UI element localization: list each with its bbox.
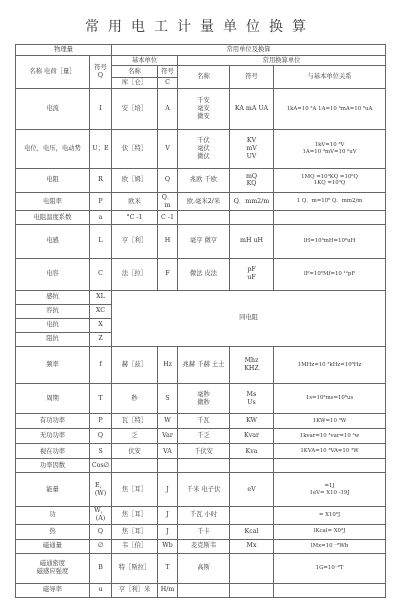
- basic-unit-symbol: H/m: [158, 583, 178, 597]
- header-row: [16, 45, 386, 56]
- table-row: [16, 193, 386, 211]
- basic-unit-symbol: J: [158, 524, 178, 539]
- conversion-unit-name: 毫亨 微亨: [178, 225, 230, 258]
- conversion-unit-symbol: [230, 459, 274, 473]
- basic-unit-name: 安［培］: [112, 89, 158, 130]
- quantity-symbol: ∅: [90, 539, 112, 553]
- quantity-symbol: L: [90, 225, 112, 258]
- conversion-unit-symbol: Kcal: [230, 524, 274, 539]
- quantity-symbol: P: [90, 193, 112, 211]
- conversion-unit-symbol: Ms Us: [230, 384, 274, 414]
- quantity-symbol: Q: [90, 429, 112, 444]
- header-symbol: 符号: [230, 66, 274, 89]
- conversion-unit-symbol: Mx: [230, 539, 274, 553]
- unit-relation: lH=10³mH=10⁶uH: [274, 225, 386, 258]
- basic-unit-symbol: V: [158, 129, 178, 168]
- basic-unit-name: 秒: [112, 384, 158, 414]
- table-row: [16, 459, 386, 473]
- table-row: [16, 414, 386, 429]
- quantity-name: 电流: [16, 89, 90, 130]
- conversion-unit-symbol: Mhz KHZ: [230, 346, 274, 384]
- quantity-name: 磁通密度 磁感应强度: [16, 553, 90, 583]
- quantity-name: 无功功率: [16, 429, 90, 444]
- table-row: [16, 129, 386, 168]
- unit-relation: lKcal= X0³J: [274, 524, 386, 539]
- basic-unit-name: 焦［耳］: [112, 506, 158, 524]
- conversion-unit-symbol: [230, 211, 274, 225]
- basic-unit-name: 赫［兹］: [112, 346, 158, 384]
- basic-unit-symbol: Var: [158, 429, 178, 444]
- quantity-symbol: XL: [90, 290, 112, 304]
- conversion-unit-name: [178, 583, 230, 597]
- basic-unit-name: 乏: [112, 429, 158, 444]
- conversion-unit-name: 高斯: [178, 553, 230, 583]
- table-row: [16, 346, 386, 384]
- conversion-unit-name: 千瓦: [178, 414, 230, 429]
- header-symbol-q: 符号 Q: [90, 55, 112, 88]
- unit-relation: 1KVA=10 ³VA=10 ³W: [274, 444, 386, 459]
- header-row: [16, 55, 386, 66]
- header-common-units: 常用单位及换算: [112, 45, 386, 56]
- conversion-unit-name: 千米 电子伏: [178, 473, 230, 506]
- unit-relation: 1G=10⁻⁴T: [274, 553, 386, 583]
- basic-unit-symbol: H: [158, 225, 178, 258]
- table-row: [16, 211, 386, 225]
- conversion-unit-name: 千伏 毫伏 微伏: [178, 129, 230, 168]
- conversion-unit-symbol: Q．mm2/m: [230, 193, 274, 211]
- conversion-unit-name: 欧.毫米2/米: [178, 193, 230, 211]
- conversion-unit-name: [178, 211, 230, 225]
- unit-relation: 1MHz=10 ³kHz=10⁶Hz: [274, 346, 386, 384]
- conversion-unit-symbol: mH uH: [230, 225, 274, 258]
- conversion-unit-symbol: [230, 583, 274, 597]
- quantity-symbol: U；E: [90, 129, 112, 168]
- quantity-name: 阻抗: [16, 332, 90, 346]
- conversion-unit-name: 微法 皮法: [178, 258, 230, 290]
- quantity-symbol: C: [90, 258, 112, 290]
- quantity-name: 能量: [16, 473, 90, 506]
- basic-unit-symbol: Q: [158, 168, 178, 193]
- quantity-name: 电感: [16, 225, 90, 258]
- quantity-symbol: XC: [90, 304, 112, 318]
- table-row: [16, 258, 386, 290]
- basic-unit-symbol: VA: [158, 444, 178, 459]
- quantity-name: 电阻率: [16, 193, 90, 211]
- basic-unit-name: 伏［特］: [112, 129, 158, 168]
- basic-unit-symbol: F: [158, 258, 178, 290]
- quantity-name: 电容: [16, 258, 90, 290]
- table-row: [16, 553, 386, 583]
- unit-relation: 1MQ =10³KQ =10⁶Q 1KQ =10³Q: [274, 168, 386, 193]
- conversion-unit-symbol: Kva: [230, 444, 274, 459]
- basic-unit-name: 伏安: [112, 444, 158, 459]
- header-symbol: 符号: [158, 66, 178, 78]
- quantity-symbol: B: [90, 553, 112, 583]
- basic-unit-name: 欧［姆］: [112, 168, 158, 193]
- quantity-symbol: S: [90, 444, 112, 459]
- quantity-name: 磁导率: [16, 583, 90, 597]
- quantity-symbol: Q: [90, 524, 112, 539]
- unit-relation: [274, 583, 386, 597]
- unit-relation: 1kA=10 ³A 1A=10 ³mA=10 ⁶uA: [274, 89, 386, 130]
- conversion-unit-name: 千安 毫安 微安: [178, 89, 230, 130]
- quantity-name: 视在功率: [16, 444, 90, 459]
- basic-unit-name: 亨［利］米: [112, 583, 158, 597]
- quantity-symbol: Z: [90, 332, 112, 346]
- table-row: [16, 225, 386, 258]
- header-name: 名称: [178, 66, 230, 89]
- table-row: [16, 473, 386, 506]
- conversion-unit-name: 千瓦 小时: [178, 506, 230, 524]
- coulomb-name: 库［仑］: [112, 78, 158, 89]
- header-common-conversion: 常用换算单位: [178, 55, 386, 66]
- table-row: [16, 539, 386, 553]
- basic-unit-name: 韦［伯］: [112, 539, 158, 553]
- basic-unit-symbol: J: [158, 506, 178, 524]
- quantity-name: 功率因数: [16, 459, 90, 473]
- basic-unit-symbol: W: [158, 414, 178, 429]
- unit-relation: [274, 211, 386, 225]
- basic-unit-symbol: A: [158, 89, 178, 130]
- basic-unit-symbol: S: [158, 384, 178, 414]
- unit-relation: 1s=10³ms=10⁶us: [274, 384, 386, 414]
- basic-unit-name: [112, 459, 158, 473]
- conversion-unit-symbol: [230, 553, 274, 583]
- quantity-name: 电阻: [16, 168, 90, 193]
- basic-unit-symbol: [158, 459, 178, 473]
- unit-relation: lF=10⁶Mf=10 ¹²pF: [274, 258, 386, 290]
- quantity-symbol: R: [90, 168, 112, 193]
- header-name-charge: 名称 电荷［量］: [16, 55, 90, 88]
- conversion-unit-symbol: Kvar: [230, 429, 274, 444]
- conversion-unit-name: 千卡: [178, 524, 230, 539]
- quantity-name: 有功功率: [16, 414, 90, 429]
- header-name: 名称: [112, 66, 158, 78]
- quantity-symbol: X: [90, 318, 112, 332]
- conversion-unit-name: [178, 459, 230, 473]
- quantity-name: 电位，电压，电动势: [16, 129, 90, 168]
- conversion-unit-symbol: KW: [230, 414, 274, 429]
- basic-unit-name: 焦［耳］: [112, 524, 158, 539]
- basic-unit-name: 特［斯拉］: [112, 553, 158, 583]
- unit-relation: =1J 1eV= X10 -19J: [274, 473, 386, 506]
- quantity-name: 磁通量: [16, 539, 90, 553]
- quantity-name: 频率: [16, 346, 90, 384]
- quantity-name: 功: [16, 506, 90, 524]
- table-row: [16, 384, 386, 414]
- basic-unit-symbol: Hz: [158, 346, 178, 384]
- basic-unit-symbol: Q．m: [158, 193, 178, 211]
- quantity-name: 热: [16, 524, 90, 539]
- header-relation: 与基本单位关系: [274, 66, 386, 89]
- basic-unit-name: 焦［耳］: [112, 473, 158, 506]
- basic-unit-name: 欧米: [112, 193, 158, 211]
- table-row: [16, 524, 386, 539]
- basic-unit-symbol: T: [158, 553, 178, 583]
- conversion-unit-symbol: KV mV UV: [230, 129, 274, 168]
- unit-relation: 1kV=10 ³V 1A=10 ³mV=10 ⁶uV: [274, 129, 386, 168]
- unit-relation: 1KW=10 ³W: [274, 414, 386, 429]
- quantity-symbol: W，(A): [90, 506, 112, 524]
- conversion-unit-symbol: mQ KQ: [230, 168, 274, 193]
- header-physical-quantity: 物理量: [16, 45, 112, 56]
- quantity-name: 电抗: [16, 318, 90, 332]
- conversion-unit-name: 毫秒 微秒: [178, 384, 230, 414]
- quantity-symbol: a: [90, 211, 112, 225]
- table-row: [16, 429, 386, 444]
- same-as-resistance-note: 同电阻: [112, 290, 386, 346]
- basic-unit-name: °C -1: [112, 211, 158, 225]
- conversion-unit-symbol: KA mA UA: [230, 89, 274, 130]
- quantity-symbol: f: [90, 346, 112, 384]
- unit-relation: 1 Q．m=10⁶ Q．mm2/m: [274, 193, 386, 211]
- conversion-unit-name: 麦克斯韦: [178, 539, 230, 553]
- table-row: [16, 168, 386, 193]
- conversion-unit-symbol: eV: [230, 473, 274, 506]
- table-row: [16, 89, 386, 130]
- unit-relation: = X10⁶J: [274, 506, 386, 524]
- page-title: 常用电工计量单位换算: [85, 19, 315, 35]
- quantity-symbol: I: [90, 89, 112, 130]
- table-row: [16, 290, 386, 304]
- unit-relation: 1kvar=10 ³var=10 ³w: [274, 429, 386, 444]
- table-row: [16, 583, 386, 597]
- unit-relation: [274, 459, 386, 473]
- quantity-symbol: Cos∅: [90, 459, 112, 473]
- coulomb-symbol: C: [158, 78, 178, 89]
- basic-unit-symbol: Wb: [158, 539, 178, 553]
- quantity-name: 感抗: [16, 290, 90, 304]
- basic-unit-symbol: J: [158, 473, 178, 506]
- basic-unit-name: 法［拉］: [112, 258, 158, 290]
- table-row: [16, 444, 386, 459]
- conversion-unit-symbol: pF uF: [230, 258, 274, 290]
- header-basic-unit: 基本单位: [112, 55, 178, 66]
- quantity-symbol: E，(W): [90, 473, 112, 506]
- unit-relation: lMx=10 ⁻⁸Wb: [274, 539, 386, 553]
- conversion-unit-name: 兆欧 千欧: [178, 168, 230, 193]
- basic-unit-symbol: C -1: [158, 211, 178, 225]
- table-body: [16, 45, 386, 598]
- conversion-unit-name: 千乏: [178, 429, 230, 444]
- quantity-symbol: P: [90, 414, 112, 429]
- conversion-unit-name: 千伏安: [178, 444, 230, 459]
- quantity-symbol: u: [90, 583, 112, 597]
- quantity-name: 电阻温度系数: [16, 211, 90, 225]
- basic-unit-name: 亨［利］: [112, 225, 158, 258]
- basic-unit-name: 瓦［特］: [112, 414, 158, 429]
- quantity-name: 周期: [16, 384, 90, 414]
- unit-conversion-table: [15, 44, 386, 598]
- conversion-unit-symbol: [230, 506, 274, 524]
- table-row: [16, 506, 386, 524]
- quantity-name: 容抗: [16, 304, 90, 318]
- quantity-symbol: T: [90, 384, 112, 414]
- conversion-unit-name: 兆赫 千赫 土土: [178, 346, 230, 384]
